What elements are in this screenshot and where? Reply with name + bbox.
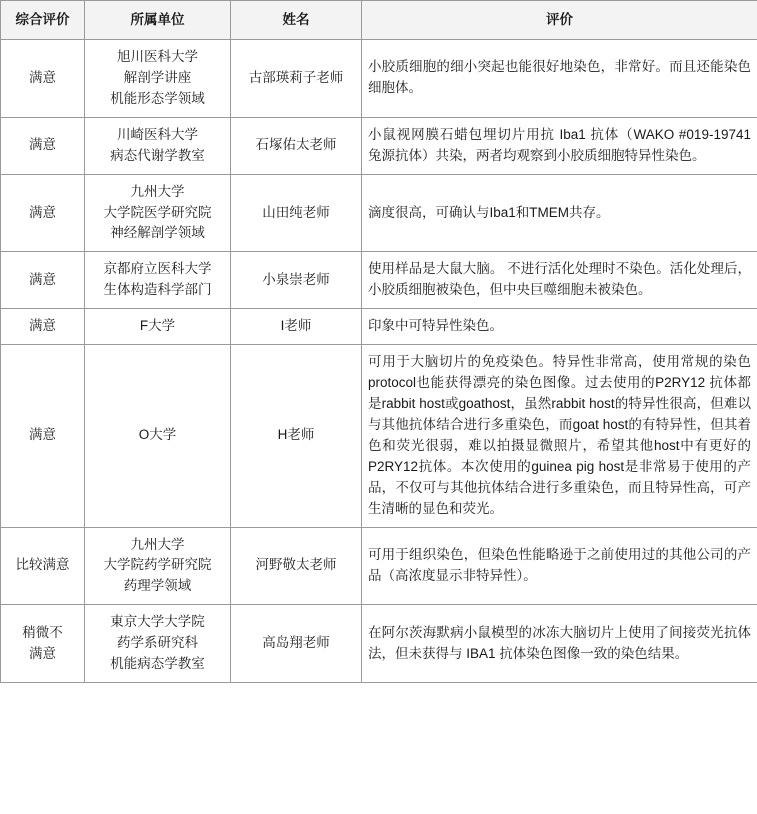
organization-line: 京都府立医科大学 — [103, 261, 212, 277]
organization-line: 九州大学 — [130, 536, 185, 552]
rating-line: 满意 — [29, 204, 56, 220]
comment-text: 使用样品是大鼠大脑。 不进行活化处理时不染色。活化处理后，小胶质细胞被染色，但中央巨噬细胞未被染色。 — [368, 261, 751, 298]
comment-text: 小鼠视网膜石蜡包埋切片用抗 Iba1 抗体（WAKO #019-19741 兔源抗体）共染，两者均观察到小胶质细胞特异性染色。 — [368, 126, 751, 163]
organization-line: 解剖学讲座 — [123, 69, 192, 85]
cell-name: 山田纯老师 — [231, 174, 362, 252]
cell-organization — [85, 174, 231, 252]
organization-line: F大学 — [139, 318, 176, 334]
organization-line: 川崎医科大学 — [117, 126, 198, 142]
rating-line: 满意 — [29, 271, 56, 287]
rating-line: 满意 — [29, 137, 56, 153]
cell-comment — [362, 174, 757, 252]
cell-name: 高岛翔老师 — [231, 605, 362, 683]
table-row — [1, 605, 757, 683]
cell-name: 河野敬太老师 — [231, 527, 362, 605]
table-row — [1, 527, 757, 605]
cell-organization — [85, 117, 231, 174]
cell-organization — [85, 309, 231, 345]
cell-comment — [362, 117, 757, 174]
organization-line: 药学系研究科 — [117, 635, 198, 651]
organization-line: 東京大学大学院 — [110, 614, 205, 630]
cell-rating — [1, 309, 85, 345]
organization-line: O大学 — [138, 427, 177, 443]
cell-comment — [362, 345, 757, 527]
cell-name: 小泉崇老师 — [231, 252, 362, 309]
cell-name: I老师 — [231, 309, 362, 345]
column-header-comment: 评价 — [362, 1, 757, 40]
comment-text: 可用于组织染色，但染色性能略逊于之前使用过的其他公司的产品（高浓度显示非特异性）。 — [368, 546, 751, 583]
cell-comment — [362, 309, 757, 345]
column-header-name: 姓名 — [231, 1, 362, 40]
organization-line: 神经解剖学领域 — [110, 225, 205, 241]
table-row — [1, 345, 757, 527]
organization-line: 大学院药学研究院 — [103, 557, 212, 573]
rating-line: 比较满意 — [15, 557, 70, 573]
rating-line: 满意 — [29, 427, 56, 443]
comment-text: 印象中可特异性染色。 — [368, 318, 503, 334]
organization-line: 大学院医学研究院 — [103, 204, 212, 220]
cell-name: H老师 — [231, 345, 362, 527]
organization-line: 机能形态学领域 — [110, 90, 205, 106]
organization-line: 旭川医科大学 — [117, 49, 198, 64]
cell-organization — [85, 527, 231, 605]
cell-name: 古部瑛莉子老师 — [231, 40, 362, 118]
cell-organization — [85, 345, 231, 527]
cell-organization — [85, 40, 231, 118]
cell-rating — [1, 40, 85, 118]
table-header — [1, 1, 757, 40]
rating-line: 满意 — [29, 318, 56, 334]
cell-rating — [1, 117, 85, 174]
cell-rating — [1, 527, 85, 605]
cell-name: 石塚佑太老师 — [231, 117, 362, 174]
cell-comment — [362, 252, 757, 309]
table-row — [1, 40, 757, 118]
table-row — [1, 117, 757, 174]
comment-text: 小胶质细胞的细小突起也能很好地染色，非常好。而且还能染色细胞体。 — [368, 59, 751, 96]
comment-text: 在阿尔茨海默病小鼠模型的冰冻大脑切片上使用了间接荧光抗体法，但未获得与 IBA1 抗体染色图像一致的染色结果。 — [368, 624, 751, 661]
organization-line: 机能病态学教室 — [110, 656, 205, 672]
column-header-organization: 所属单位 — [85, 1, 231, 40]
cell-comment — [362, 605, 757, 683]
table-body — [1, 40, 757, 683]
cell-organization — [85, 605, 231, 683]
table-header-row — [1, 1, 757, 40]
cell-comment — [362, 527, 757, 605]
cell-organization — [85, 252, 231, 309]
cell-rating — [1, 174, 85, 252]
organization-line: 生体构造科学部门 — [103, 282, 212, 298]
table-row — [1, 252, 757, 309]
comment-text: 可用于大脑切片的免疫染色。特异性非常高，使用常规的染色protocol也能获得漂亮的染色图像。过去使用的P2RY12 抗体都是rabbit host或goathost，虽然rabbit host的特异性很高，但难以与其他抗体结合进行多重染色，而goat host的有特异性，但其着色和荧光很弱，难以拍摄显微照片，希望其他host中有更好的P2RY12抗体。本次使用的guinea pig host是非常易于使用的产品，不仅可与其他抗体结合进行多重染色，而且特异性高，可产生清晰的显色和荧光。 — [368, 354, 751, 516]
cell-rating — [1, 605, 85, 683]
cell-rating — [1, 252, 85, 309]
rating-line: 满意 — [29, 645, 56, 661]
comment-text: 滴度很高，可确认与Iba1和TMEM共存。 — [368, 204, 610, 220]
column-header-rating: 综合评价 — [1, 1, 85, 40]
organization-line: 九州大学 — [130, 183, 185, 199]
cell-rating — [1, 345, 85, 527]
organization-line: 药理学领域 — [123, 578, 192, 594]
cell-comment — [362, 40, 757, 118]
table-row — [1, 309, 757, 345]
rating-line: 稍微不 — [22, 624, 63, 640]
organization-line: 病态代谢学教室 — [110, 147, 205, 163]
rating-line: 满意 — [29, 69, 56, 85]
table-row — [1, 174, 757, 252]
